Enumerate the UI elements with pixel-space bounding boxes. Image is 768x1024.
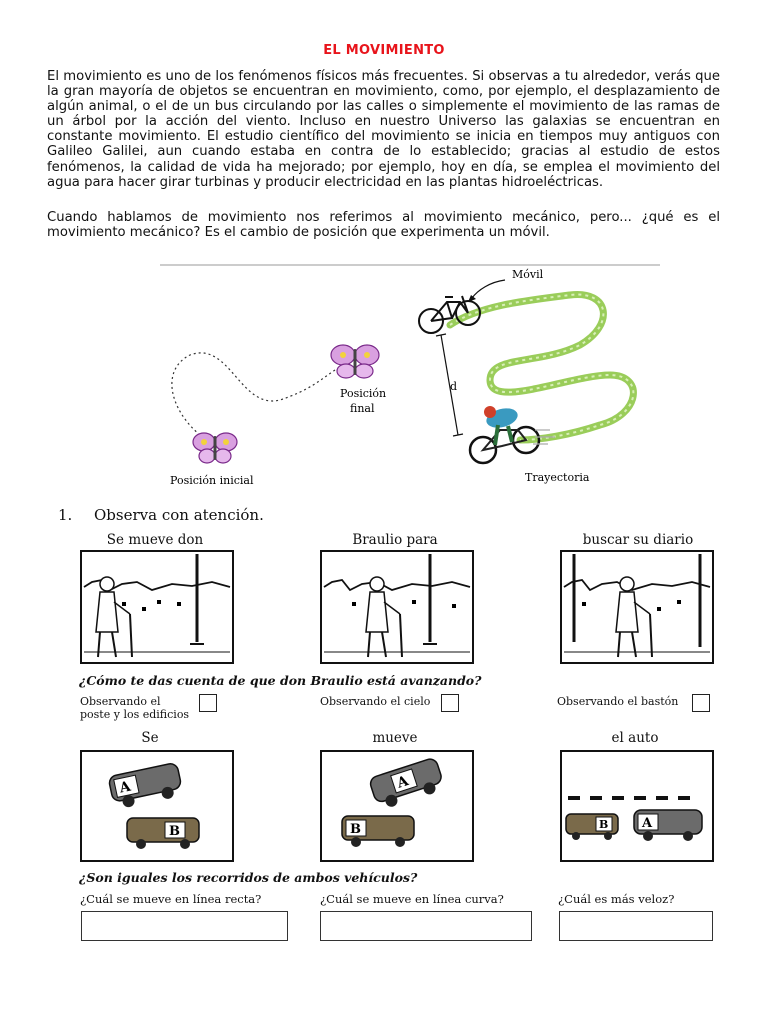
answer-box-curve[interactable] xyxy=(320,911,532,941)
row1-caption-3: buscar su diario xyxy=(582,532,694,548)
trajectory-label: Trayectoria xyxy=(525,471,590,484)
page-title: EL MOVIMIENTO xyxy=(323,43,445,58)
row1-caption-1: Se mueve don xyxy=(106,532,204,548)
answer-box-fastest[interactable] xyxy=(559,911,713,941)
option-1-line-2: poste y los edificios xyxy=(80,708,190,721)
row2-caption-1: Se xyxy=(141,730,159,746)
panel-cars-1 xyxy=(80,750,234,862)
butterfly-initial-icon xyxy=(193,433,237,463)
row2-caption-3: el auto xyxy=(611,730,659,746)
distance-label: d xyxy=(450,380,458,393)
answer-label-straight: ¿Cuál se mueve en línea recta? xyxy=(80,892,262,906)
old-man-scene-2 xyxy=(322,552,472,662)
option-1-line-1: Observando el xyxy=(80,695,161,708)
option-cane: Observando el bastón xyxy=(557,695,679,708)
svg-text:A: A xyxy=(118,778,133,797)
movil-label: Móvil xyxy=(512,268,544,281)
movil-arrow xyxy=(472,280,505,298)
cyclist-end-icon xyxy=(470,405,555,463)
svg-text:A: A xyxy=(642,816,653,831)
question-old-man: ¿Cómo te das cuenta de que don Braulio está avanzando? xyxy=(79,673,482,688)
butterfly-path xyxy=(172,353,335,435)
row2-caption-2: mueve xyxy=(372,730,418,746)
old-man-scene-1 xyxy=(82,552,232,662)
motion-illustration xyxy=(150,250,670,495)
panel-old-man-3 xyxy=(560,550,714,664)
question-cars: ¿Son iguales los recorridos de ambos vehículos? xyxy=(79,870,418,885)
exercise-heading xyxy=(58,506,264,524)
car-a-icon xyxy=(108,762,184,810)
trajectory-curve xyxy=(450,295,633,440)
answer-label-fastest: ¿Cuál es más veloz? xyxy=(558,892,675,906)
checkbox-sky[interactable] xyxy=(441,694,459,712)
svg-text:B: B xyxy=(350,822,361,837)
answer-box-straight[interactable] xyxy=(81,911,288,941)
intro-paragraph: El movimiento es uno de los fenómenos físicos más frecuentes. Si observas a tu alrededor, verás que la gran mayoría de objetos se encuentran en movimiento, como, por ejemplo, el desplazamiento de algún animal, o el de un bus circulando por las calles o simplemente el movimiento de las ramas de un árbol por la acción del viento. Incluso en nuestro Universo las galaxias se encuentran en constante movimiento. El estudio científico del movimiento se inicia en tiempos muy antiguos con Galileo Galilei, aun cuando estaba en contra de lo establecido; gracias al estudio de estos fenómenos, la calidad de vida ha mejorado; por ejemplo, hoy en día, se emplea el movimiento del agua para hacer girar turbinas y producir electricidad en las plantas hidroeléctricas. xyxy=(47,69,720,190)
panel-cars-2 xyxy=(320,750,474,862)
exercise-instruction: Observa con atención. xyxy=(94,506,264,524)
option-sky: Observando el cielo xyxy=(320,695,431,708)
checkbox-cane[interactable] xyxy=(692,694,710,712)
svg-text:A: A xyxy=(395,773,411,792)
checkbox-post-buildings[interactable] xyxy=(199,694,217,712)
definition-paragraph: Cuando hablamos de movimiento nos referimos al movimiento mecánico, pero... ¿qué es el movimiento mecánico? Es el cambio de posición que experimenta un móvil. xyxy=(47,210,720,241)
panel-old-man-2 xyxy=(320,550,474,664)
svg-text:B: B xyxy=(169,824,180,839)
old-man-scene-3 xyxy=(562,552,712,662)
final-position-label-1: Posición xyxy=(340,387,387,400)
car-b-icon xyxy=(127,818,199,849)
row1-caption-2: Braulio para xyxy=(352,532,438,548)
panel-old-man-1 xyxy=(80,550,234,664)
answer-label-curve: ¿Cuál se mueve en línea curva? xyxy=(320,892,504,906)
butterfly-final-icon xyxy=(331,345,379,378)
exercise-number: 1. xyxy=(58,506,73,524)
initial-position-label: Posición inicial xyxy=(170,474,254,487)
final-position-label-2: final xyxy=(350,402,375,415)
option-post-buildings xyxy=(80,695,189,721)
svg-text:B: B xyxy=(599,818,609,831)
panel-cars-3 xyxy=(560,750,714,862)
